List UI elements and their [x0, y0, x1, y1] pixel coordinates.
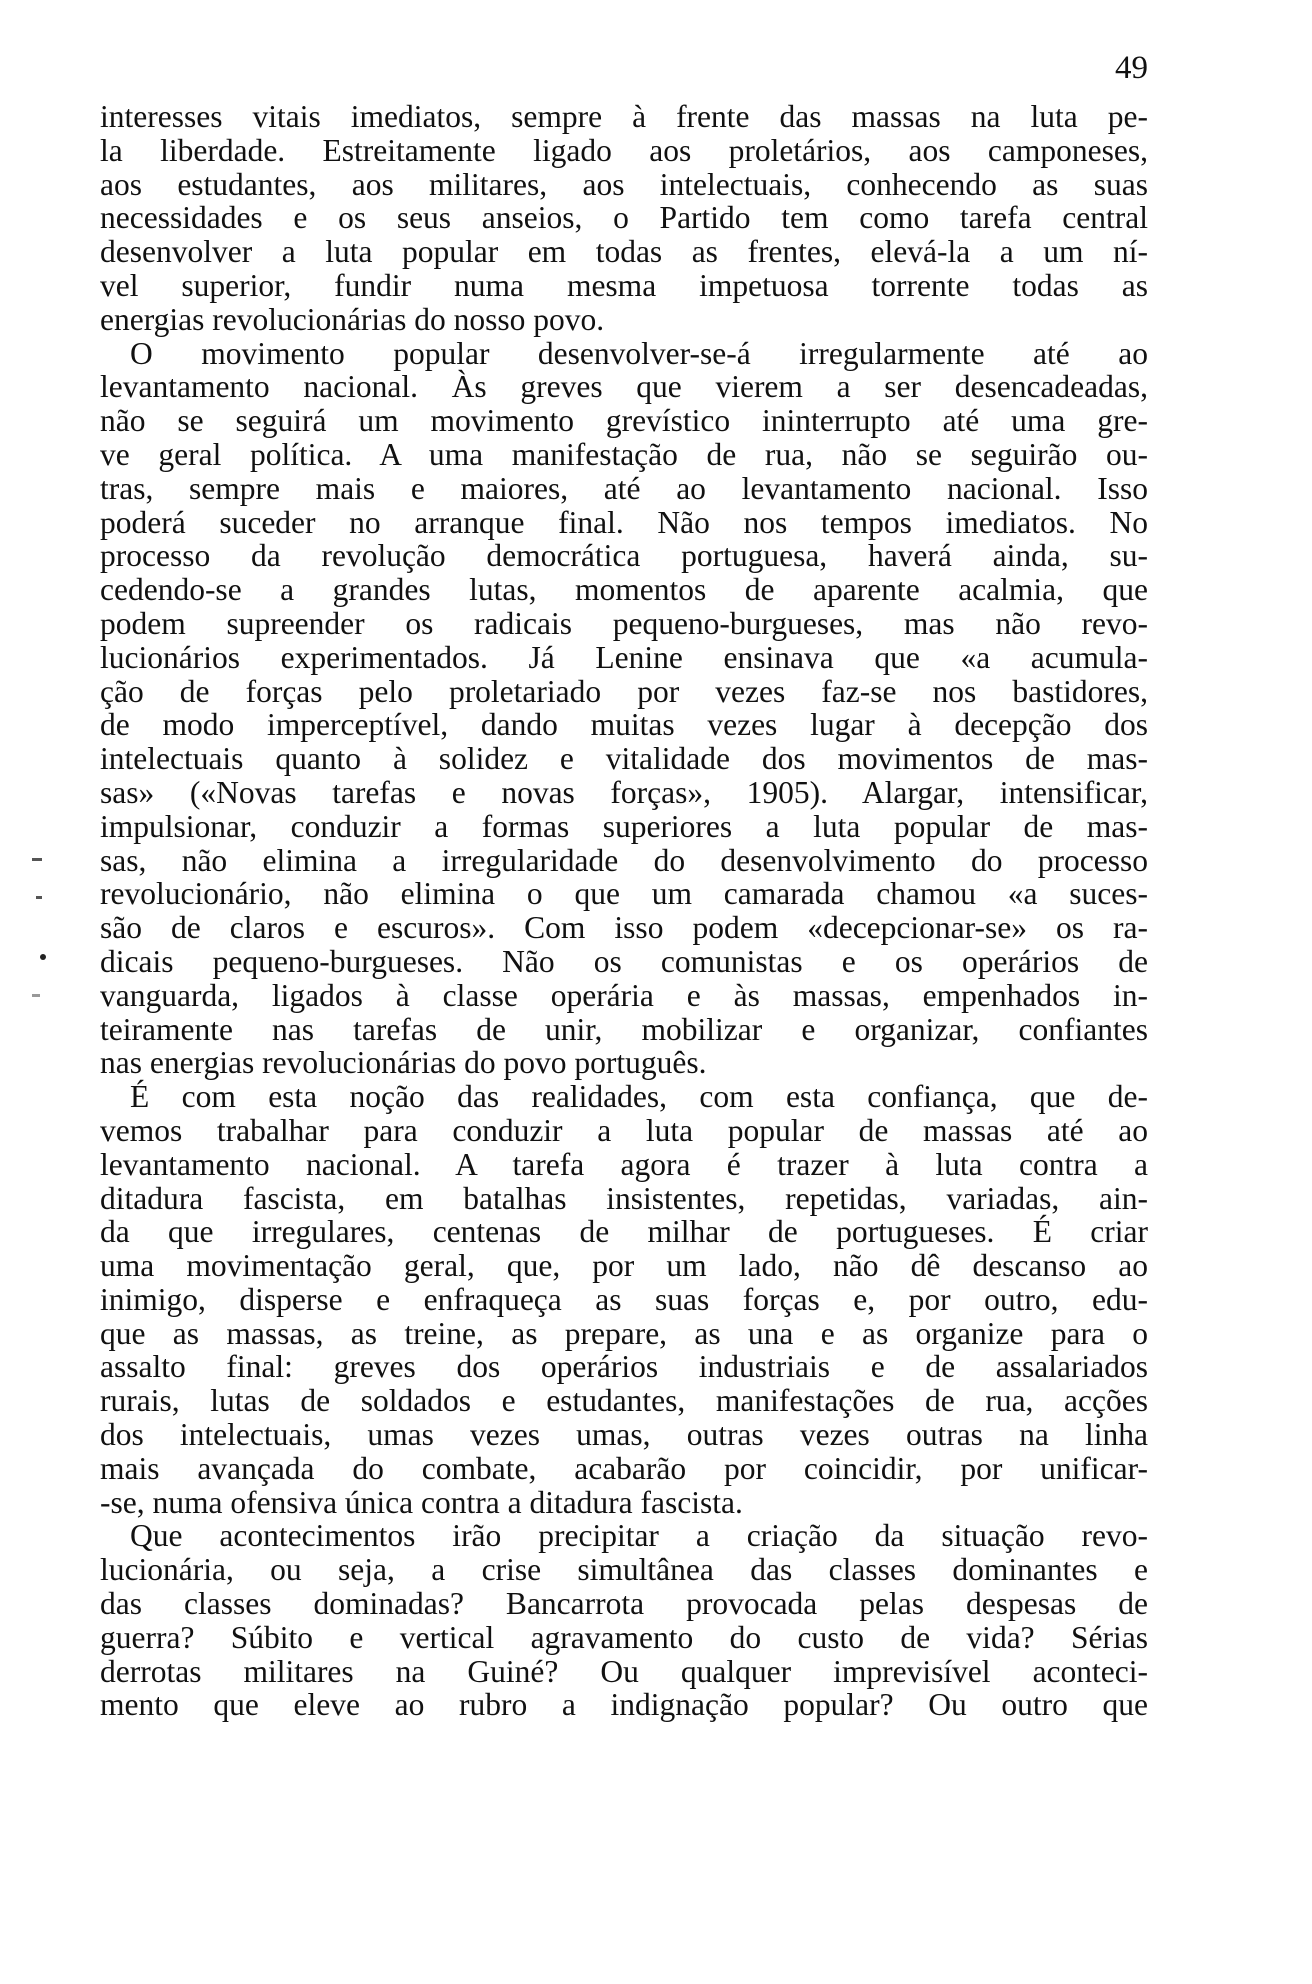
text-line: uma movimentação geral, que, por um lado, não dê descanso ao — [100, 1248, 1148, 1284]
text-line: interesses vitais imediatos, sempre à frente das massas na luta pe- — [100, 99, 1148, 134]
margin-mark — [32, 858, 42, 861]
text-line: das classes dominadas? Bancarrota provocada pelas despesas de — [100, 1586, 1148, 1622]
text-line: inimigo, disperse e enfraqueça as suas forças e, por outro, edu- — [100, 1281, 1148, 1317]
text-line: vel superior, fundir numa mesma impetuosa torrente todas as — [100, 267, 1148, 303]
text-line: levantamento nacional. A tarefa agora é trazer à luta contra a — [100, 1146, 1148, 1182]
paragraph — [100, 1080, 1148, 1519]
text-line: não se seguirá um movimento grevístico ininterrupto até uma gre- — [100, 403, 1148, 439]
text-line: teiramente nas tarefas de unir, mobilizar e organizar, confiantes — [100, 1011, 1148, 1047]
text-line: processo da revolução democrática portuguesa, haverá ainda, su- — [100, 538, 1148, 574]
text-line: intelectuais quanto à solidez e vitalidade dos movimentos de mas- — [100, 741, 1148, 777]
text-line: guerra? Súbito e vertical agravamento do custo de vida? Sérias — [100, 1619, 1148, 1655]
text-line: energias revolucionárias do nosso povo. — [100, 301, 605, 337]
text-line: da que irregulares, centenas de milhar de portugueses. É criar — [100, 1214, 1148, 1250]
text-line: levantamento nacional. Às greves que vierem a ser desencadeadas, — [100, 369, 1148, 405]
text-line: revolucionário, não elimina o que um camarada chamou «a suces- — [100, 876, 1148, 912]
text-line: -se, numa ofensiva única contra a ditadura fascista. — [100, 1484, 743, 1520]
text-line: necessidades e os seus anseios, o Partido tem como tarefa central — [100, 200, 1148, 236]
page-number: 49 — [1115, 50, 1148, 86]
body-text — [100, 100, 1148, 1722]
text-line: lucionária, ou seja, a crise simultânea das classes dominantes e — [100, 1552, 1148, 1588]
text-line: O movimento popular desenvolver-se-á irregularmente até ao — [130, 335, 1148, 371]
text-line: vanguarda, ligados à classe operária e às massas, empenhados in- — [100, 977, 1148, 1013]
text-line: que as massas, as treine, as prepare, as una e as organize para o — [100, 1315, 1148, 1351]
text-line: Que acontecimentos irão precipitar a criação da situação revo- — [130, 1518, 1148, 1554]
text-line: de modo imperceptível, dando muitas vezes lugar à decepção dos — [100, 707, 1148, 743]
text-line: poderá suceder no arranque final. Não nos tempos imediatos. No — [100, 504, 1148, 540]
text-line: aos estudantes, aos militares, aos intelectuais, conhecendo as suas — [100, 166, 1148, 202]
text-line: sas» («Novas tarefas e novas forças», 1905). Alargar, intensificar, — [100, 774, 1148, 810]
paragraph — [100, 1519, 1148, 1722]
text-line: mento que eleve ao rubro a indignação popular? Ou outro que — [100, 1687, 1148, 1723]
text-line: ção de forças pelo proletariado por vezes faz-se nos bastidores, — [100, 673, 1148, 709]
margin-mark — [32, 994, 40, 997]
text-line: desenvolver a luta popular em todas as frentes, elevá-la a um ní- — [100, 234, 1148, 270]
text-line: nas energias revolucionárias do povo português. — [100, 1045, 707, 1081]
text-line: mais avançada do combate, acabarão por coincidir, por unificar- — [100, 1450, 1148, 1486]
paragraph — [100, 100, 1148, 337]
paragraph — [100, 337, 1148, 1081]
text-line: rurais, lutas de soldados e estudantes, manifestações de rua, acções — [100, 1383, 1148, 1419]
text-line: dicais pequeno-burgueses. Não os comunistas e os operários de — [100, 943, 1148, 979]
text-line: derrotas militares na Guiné? Ou qualquer imprevisível aconteci- — [100, 1653, 1148, 1689]
text-line: sas, não elimina a irregularidade do desenvolvimento do processo — [100, 842, 1148, 878]
margin-dot — [40, 954, 46, 960]
text-line: lucionários experimentados. Já Lenine ensinava que «a acumula- — [100, 639, 1148, 675]
text-line: la liberdade. Estreitamente ligado aos proletários, aos camponeses, — [100, 132, 1148, 168]
text-line: assalto final: greves dos operários industriais e de assalariados — [100, 1349, 1148, 1385]
text-line: vemos trabalhar para conduzir a luta popular de massas até ao — [100, 1112, 1148, 1148]
text-line: dos intelectuais, umas vezes umas, outras vezes outras na linha — [100, 1417, 1148, 1453]
text-line: ve geral política. A uma manifestação de rua, não se seguirão ou- — [100, 436, 1148, 472]
text-line: tras, sempre mais e maiores, até ao levantamento nacional. Isso — [100, 470, 1148, 506]
text-line: É com esta noção das realidades, com esta confiança, que de- — [130, 1079, 1148, 1115]
text-line: cedendo-se a grandes lutas, momentos de aparente acalmia, que — [100, 572, 1148, 608]
text-line: impulsionar, conduzir a formas superiores a luta popular de mas- — [100, 808, 1148, 844]
text-line: ditadura fascista, em batalhas insistentes, repetidas, variadas, ain- — [100, 1180, 1148, 1216]
text-line: podem supreender os radicais pequeno-burgueses, mas não revo- — [100, 605, 1148, 641]
margin-mark — [36, 896, 42, 899]
text-line: são de claros e escuros». Com isso podem «decepcionar-se» os ra- — [100, 910, 1148, 946]
